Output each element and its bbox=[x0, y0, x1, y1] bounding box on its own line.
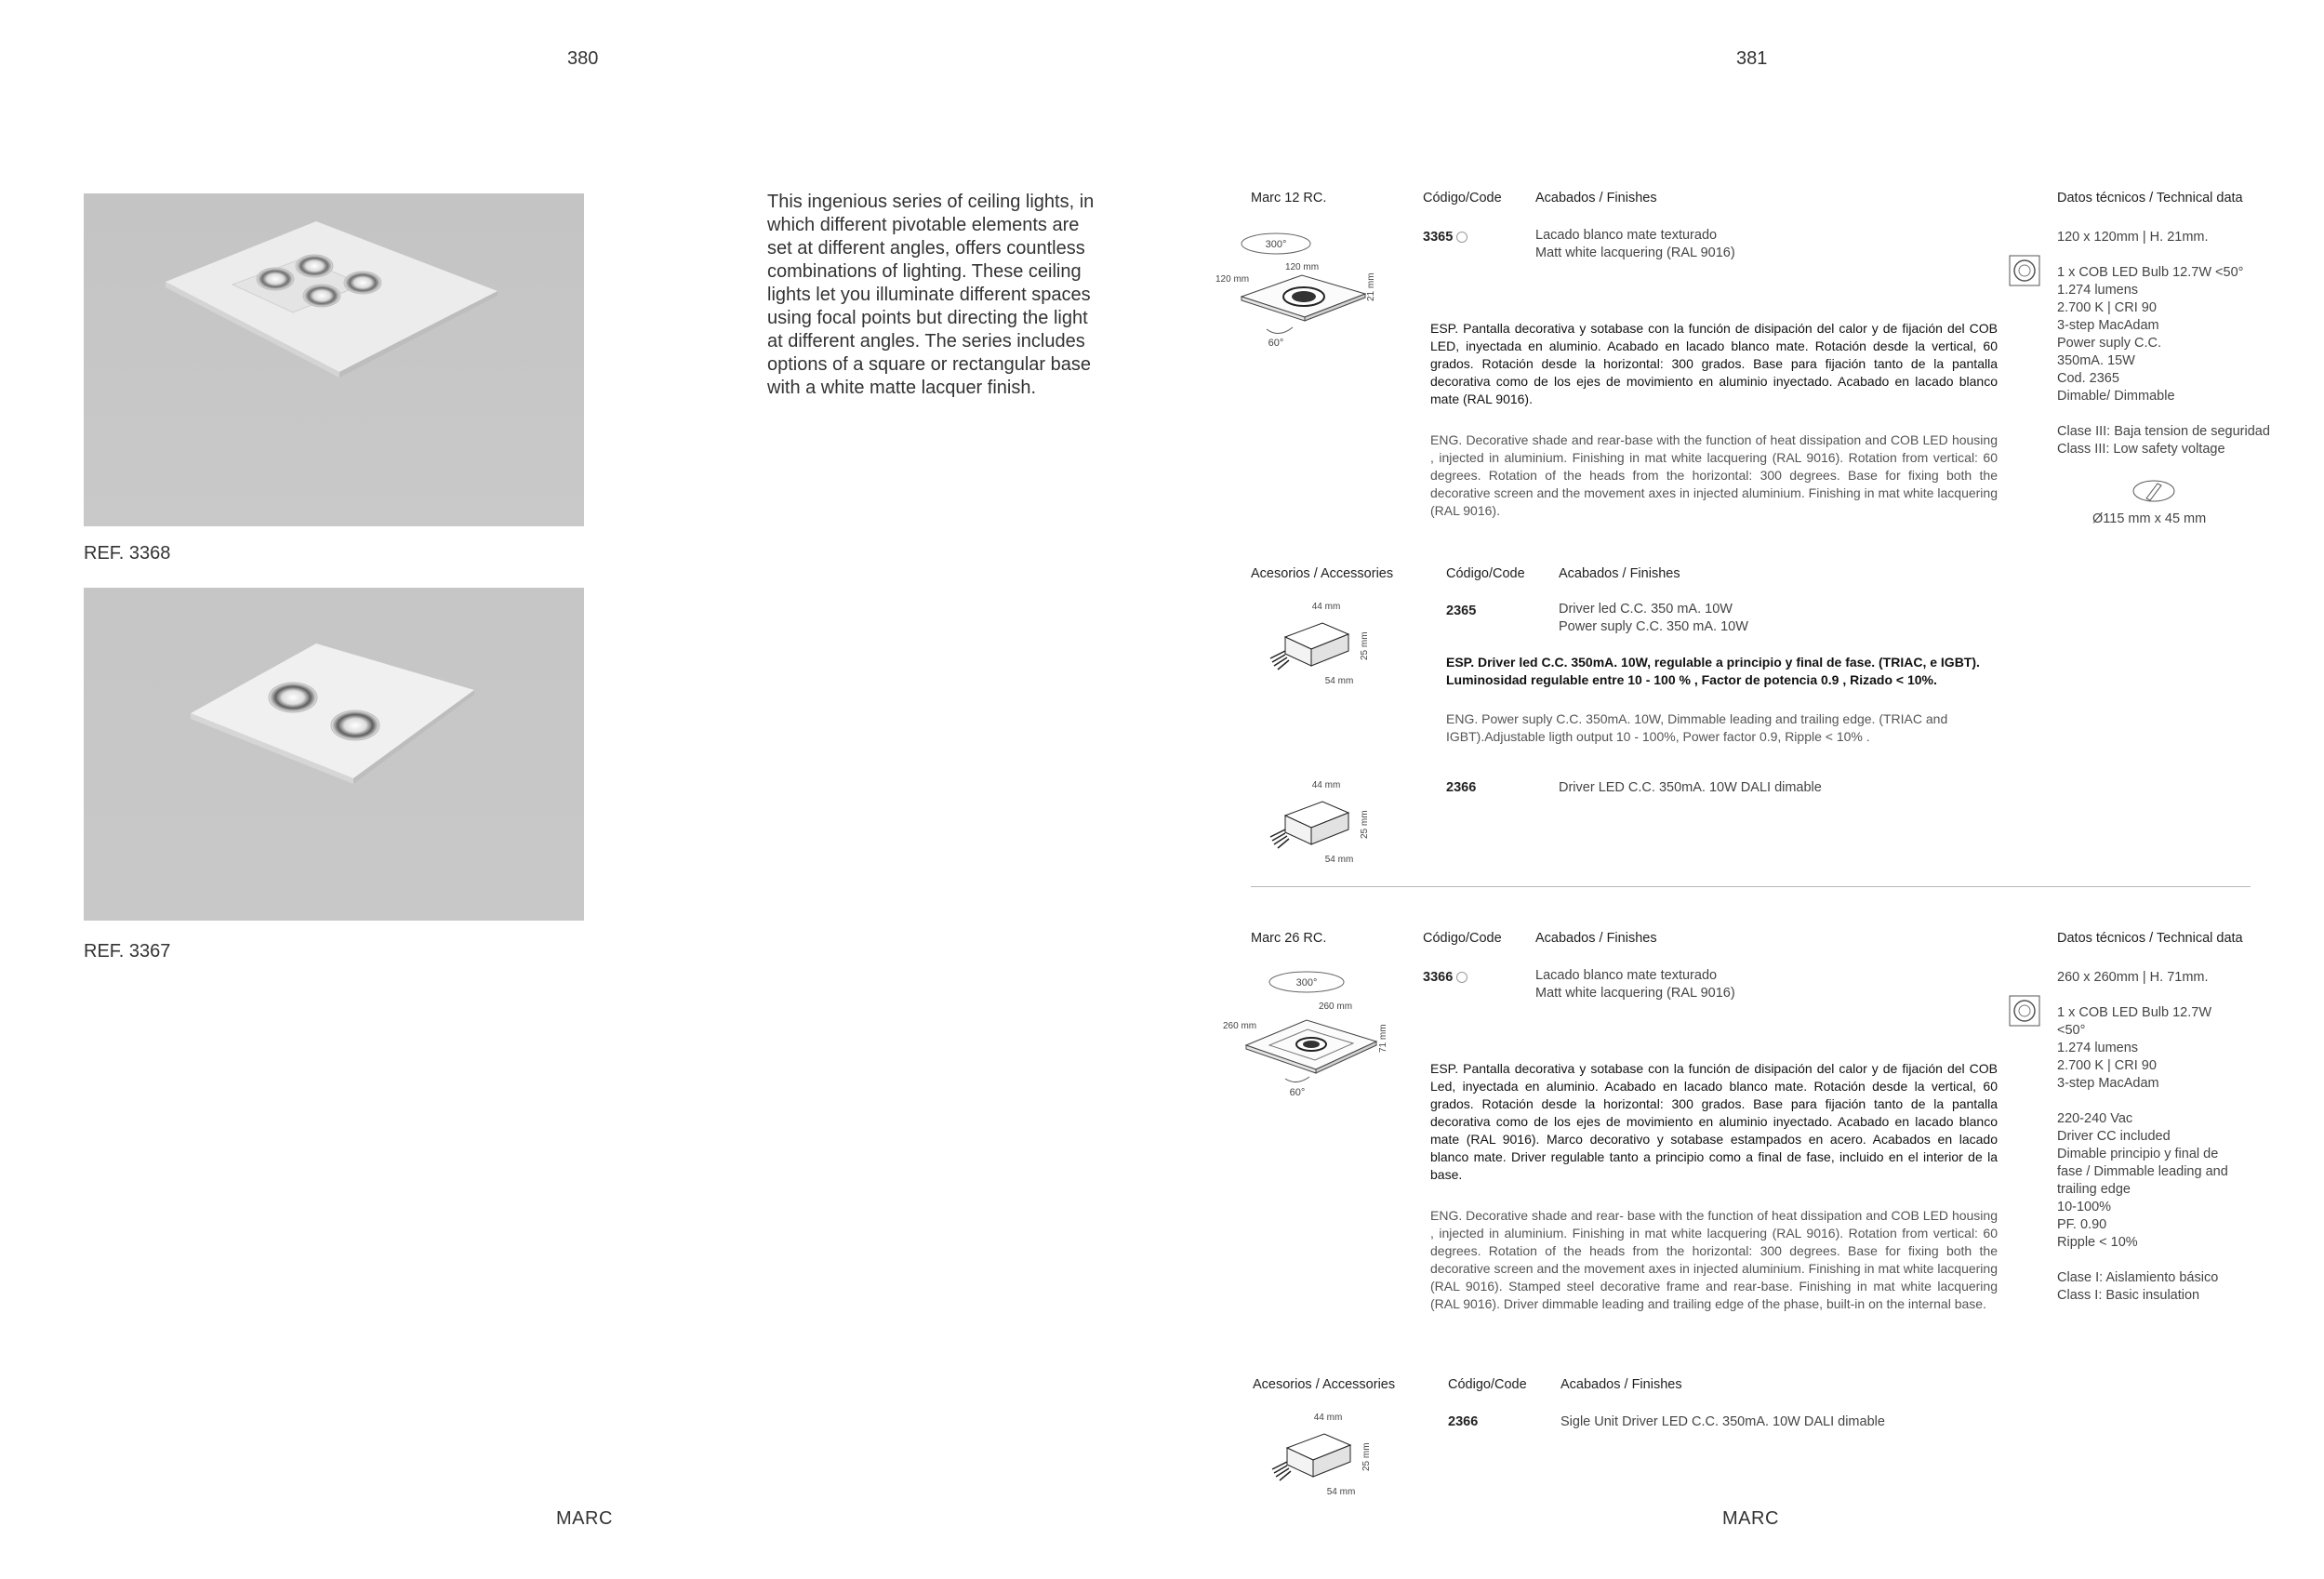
tech-header: Datos técnicos / Technical data bbox=[2057, 931, 2243, 946]
led-module-icon bbox=[2009, 255, 2040, 286]
product-photo-3368 bbox=[84, 193, 584, 526]
spanish-description: ESP. Pantalla decorativa y sotabase con la función de disipación del calor y de fijación del COB LED, inyectada en aluminio. Acabado en lacado blanco mate. Rotación desde la vertical, 60 grados. Rotación desde la horizontal: 300 grados. Base para fijación tanto de la pantalla decorativa como de los ejes de movimiento en aluminio inyectado. Acabado en lacado blanco mate (RAL 9016). bbox=[1430, 321, 1998, 406]
tech-specs-driver: 220-240 Vac Driver CC included Dimable principio y final de fase / Dimmable leading and trailing edge 10-100% PF. 0.90 Ripple < 10% bbox=[2057, 1111, 2228, 1250]
rotation-h-label: 300° bbox=[1265, 239, 1287, 250]
accessory-finishes-header: Acabados / Finishes bbox=[1560, 1377, 1682, 1392]
svg-text:44 mm: 44 mm bbox=[1311, 602, 1341, 612]
english-description: ENG. Decorative shade and rear-base with the function of heat dissipation and COB LED housing , injected in aluminium. Finishing in mat white lacquering (RAL 9016). Rotation from vertical: 60 degrees. Rotation of the heads from the horizontal: 300 degrees. Base for fixing both the decorative screen and the movement axes in injected aluminium. Finishing in mat white lacquering (RAL 9016). bbox=[1430, 432, 1998, 518]
product-dimension-drawing bbox=[1209, 229, 1386, 350]
intro-text: This ingenious series of ceiling lights, in which different pivotable elements are set at different angles, offers countless combinations of lighting. These ceiling lights let you illuminate different spaces using focal points but directing the light at different angles. The series includes options of a square or rectangular base with a white matte lacquer finish. bbox=[767, 192, 1095, 398]
footer-right: MARC bbox=[1722, 1508, 1779, 1529]
tech-size: 120 x 120mm | H. 21mm. bbox=[2057, 230, 2209, 245]
english-description: ENG. Decorative shade and rear- base with the function of heat dissipation and COB LED housing , injected in aluminium. Finishing in mat white lacquering (RAL 9016). Rotation from vertical: 60 degrees. Rotation of the heads from the horizontal: 300 degrees. Base for fixing both the decorative screen and the movement axes in injected aluminium. Finishing in mat white lacquering (RAL 9016). Stamped steel decorative frame and rear-base. Finishing in mat white lacquering (RAL 9016). Driver dimmable leading and trailing edge of the phase, built-in on the internal base. bbox=[1430, 1208, 1998, 1311]
accessory-description-2366: Sigle Unit Driver LED C.C. 350mA. 10W DALI dimable bbox=[1560, 1414, 1885, 1429]
cutout-icon bbox=[2130, 478, 2178, 506]
ceiling-light-4-heads-illustration bbox=[84, 193, 584, 526]
spanish-description: ESP. Pantalla decorativa y sotabase con la función de disipación del calor y de fijación del COB Led, inyectada en aluminio. Acabado en lacado blanco mate. Rotación desde la vertical, 60 grados. Rotación desde la horizontal: 300 grados. Base para fijación tanto de la pantalla decorativa como de los ejes de movimiento en aluminio inyectado. Acabado en lacado blanco mate (RAL 9016). Marco decorativo y sotabase estampados en acero. Acabados en lacado blanco mate. Driver regulable tanto a principio como a final de fase, incluido en el interior de la base. bbox=[1430, 1061, 1998, 1182]
accessory-code-2366: 2366 bbox=[1446, 780, 1477, 795]
ref-label-3368: REF. 3368 bbox=[84, 543, 171, 564]
cutout-size: Ø115 mm x 45 mm bbox=[2092, 511, 2207, 526]
depth-label: 120 mm bbox=[1215, 274, 1250, 285]
accessory-code-2366: 2366 bbox=[1448, 1414, 1479, 1429]
svg-text:300°: 300° bbox=[1295, 977, 1318, 989]
product-name: Marc 26 RC. bbox=[1251, 931, 1327, 946]
accessory-finishes-header: Acabados / Finishes bbox=[1559, 566, 1680, 581]
accessory-code-header: Código/Code bbox=[1448, 1377, 1527, 1392]
white-finish-swatch-icon bbox=[1456, 232, 1467, 243]
height-label: 21 mm bbox=[1366, 272, 1376, 301]
svg-text:260 mm: 260 mm bbox=[1223, 1021, 1257, 1031]
accessory-code-header: Código/Code bbox=[1446, 566, 1525, 581]
product-dimension-drawing bbox=[1209, 969, 1395, 1099]
svg-text:54 mm: 54 mm bbox=[1326, 1487, 1356, 1497]
safety-class: Clase III: Baja tension de seguridad Class III: Low safety voltage bbox=[2057, 424, 2270, 457]
svg-text:44 mm: 44 mm bbox=[1311, 780, 1341, 790]
page-number-right: 381 bbox=[1736, 48, 1768, 69]
product-code: 3366 bbox=[1423, 969, 1467, 987]
tech-specs: 1 x COB LED Bulb 12.7W <50° 1.274 lumens 2.700 K | CRI 90 3-step MacAdam bbox=[2057, 1005, 2212, 1091]
width-label: 120 mm bbox=[1284, 262, 1320, 272]
page-number-left: 380 bbox=[567, 48, 599, 69]
svg-text:54 mm: 54 mm bbox=[1324, 676, 1354, 686]
accessories-header: Acesorios / Accessories bbox=[1251, 566, 1394, 581]
product-photo-3367 bbox=[84, 588, 584, 921]
svg-text:54 mm: 54 mm bbox=[1324, 855, 1354, 865]
code-header: Código/Code bbox=[1423, 191, 1502, 206]
svg-text:71 mm: 71 mm bbox=[1378, 1024, 1388, 1053]
svg-text:260 mm: 260 mm bbox=[1318, 1002, 1353, 1012]
driver-drawing-2365 bbox=[1265, 595, 1376, 688]
footer-left: MARC bbox=[556, 1508, 613, 1529]
section-divider bbox=[1251, 886, 2251, 887]
safety-class: Clase I: Aislamiento básico Class I: Basic insulation bbox=[2057, 1270, 2219, 1303]
svg-text:25 mm: 25 mm bbox=[1360, 810, 1370, 839]
accessory-code-2365: 2365 bbox=[1446, 604, 1477, 618]
led-module-icon bbox=[2009, 995, 2040, 1027]
finish-description: Lacado blanco mate texturado Matt white lacquering (RAL 9016) bbox=[1535, 228, 1735, 260]
accessory-english-2365: ENG. Power suply C.C. 350mA. 10W, Dimmable leading and trailing edge. (TRIAC and IGBT).Adjustable ligth output 10 - 100%, Power factor 0.9, Ripple < 10% . bbox=[1446, 711, 1948, 744]
accessories-header: Acesorios / Accessories bbox=[1253, 1377, 1396, 1392]
ceiling-light-2-heads-illustration bbox=[84, 588, 584, 921]
svg-text:25 mm: 25 mm bbox=[1360, 631, 1370, 660]
tech-header: Datos técnicos / Technical data bbox=[2057, 191, 2243, 206]
tech-specs: 1 x COB LED Bulb 12.7W <50° 1.274 lumens 2.700 K | CRI 90 3-step MacAdam Power suply C.C. 350mA. 15W Cod. 2365 Dimable/ Dimmable bbox=[2057, 265, 2244, 404]
product-name: Marc 12 RC. bbox=[1251, 191, 1327, 206]
finishes-header: Acabados / Finishes bbox=[1535, 931, 1657, 946]
svg-text:44 mm: 44 mm bbox=[1313, 1413, 1343, 1423]
white-finish-swatch-icon bbox=[1456, 972, 1467, 983]
rotation-v-label: 60° bbox=[1268, 338, 1284, 349]
svg-text:60°: 60° bbox=[1289, 1087, 1306, 1098]
driver-drawing-2366 bbox=[1267, 1406, 1378, 1499]
tech-size: 260 x 260mm | H. 71mm. bbox=[2057, 970, 2209, 985]
accessory-spanish-2365: ESP. Driver led C.C. 350mA. 10W, regulable a principio y final de fase. (TRIAC, e IGBT). Luminosidad regulable entre 10 - 100 % , Factor de potencia 0.9 , Rizado < 10%. bbox=[1446, 655, 1980, 687]
finish-description: Lacado blanco mate texturado Matt white lacquering (RAL 9016) bbox=[1535, 968, 1735, 1001]
accessory-description-2366: Driver LED C.C. 350mA. 10W DALI dimable bbox=[1559, 780, 1822, 795]
product-code: 3365 bbox=[1423, 229, 1467, 246]
finishes-header: Acabados / Finishes bbox=[1535, 191, 1657, 206]
accessory-description-2365: Driver led C.C. 350 mA. 10W Power suply C.C. 350 mA. 10W bbox=[1559, 602, 1748, 634]
ref-label-3367: REF. 3367 bbox=[84, 941, 171, 962]
svg-text:25 mm: 25 mm bbox=[1361, 1442, 1372, 1471]
code-header: Código/Code bbox=[1423, 931, 1502, 946]
driver-drawing-2366 bbox=[1265, 774, 1376, 867]
